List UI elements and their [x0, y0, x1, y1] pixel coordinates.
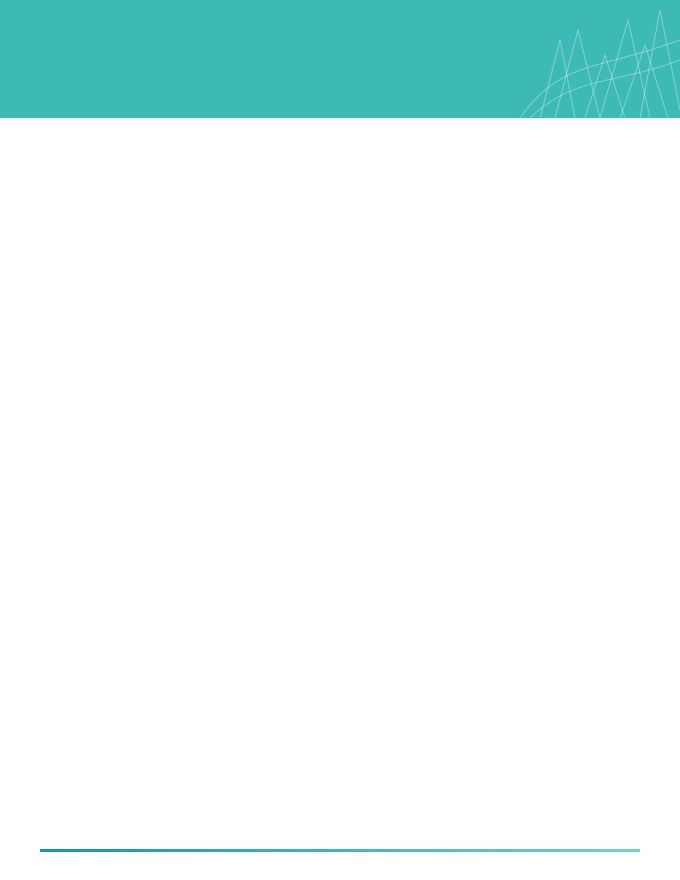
footer-divider — [40, 849, 640, 852]
banner-wave-graphic — [0, 0, 680, 118]
title-banner — [0, 0, 680, 118]
